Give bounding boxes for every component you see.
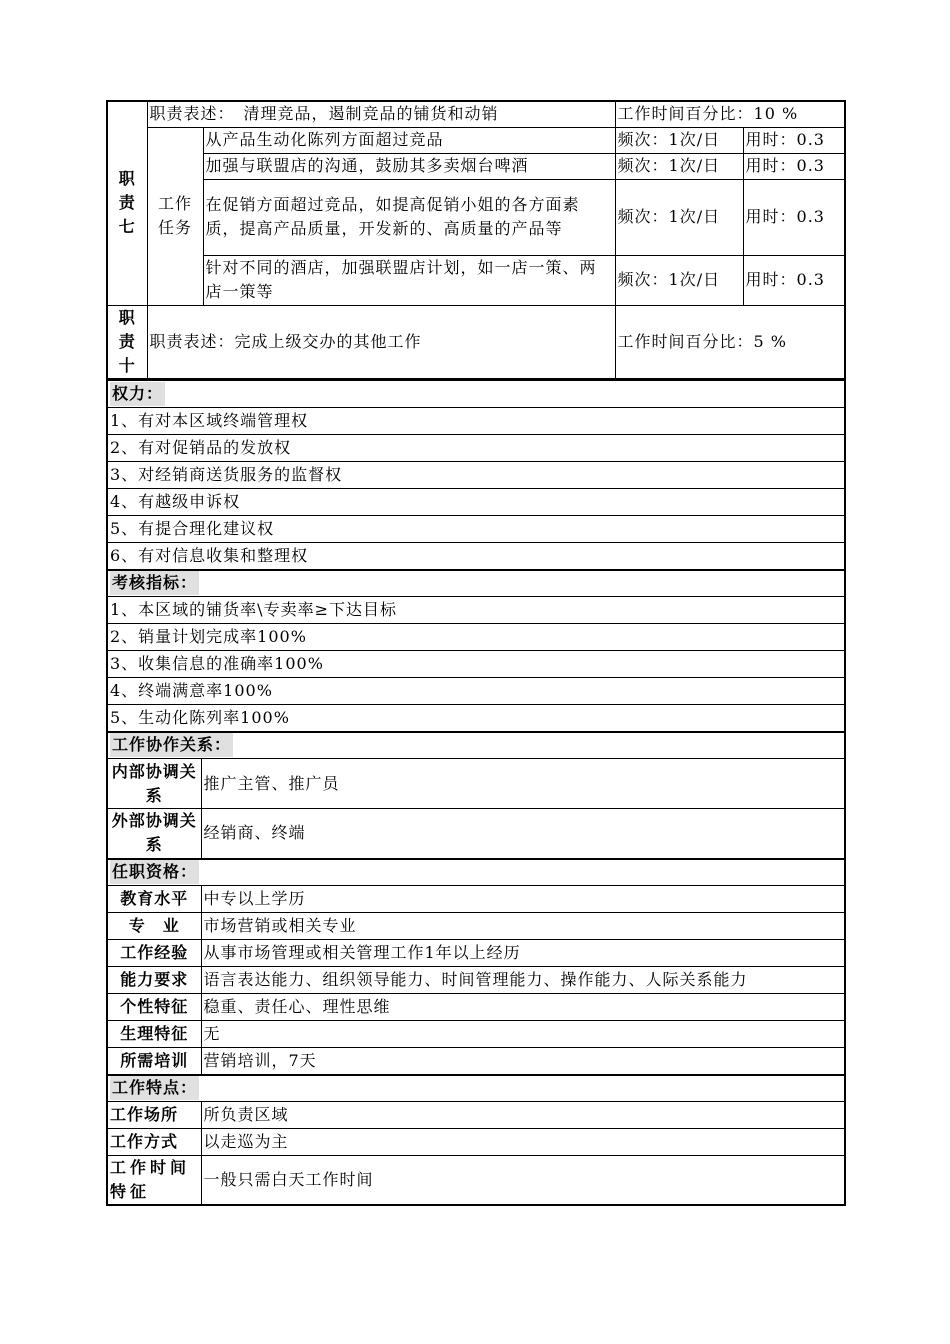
duty7-task-hours: 用时：0.3 [743,179,845,255]
duty7-task-hours: 用时：0.3 [743,127,845,153]
qualification-label: 所需培训 [107,1048,201,1075]
qualifications-heading: 任职资格： [107,859,845,886]
duty7-task-text: 从产品生动化陈列方面超过竞品 [203,127,615,153]
duty7-description: 职责表述： 清理竞品，遏制竞品的铺货和动销 [147,101,615,127]
qualification-label: 能力要求 [107,967,201,994]
duty7-task-text: 加强与联盟店的沟通，鼓励其多卖烟台啤酒 [203,153,615,179]
duty7-time-percent: 工作时间百分比：10 % [615,101,845,127]
feature-value: 一般只需白天工作时间 [201,1156,845,1206]
qualification-value: 无 [201,1021,845,1048]
duty10-description: 职责表述：完成上级交办的其他工作 [147,305,615,379]
qualification-label: 个性特征 [107,994,201,1021]
relation-value: 经销商、终端 [201,809,845,859]
duty7-task-text: 针对不同的酒店，加强联盟店计划，如一店一策、两店一策等 [203,255,615,305]
feature-label: 工作时间特征 [107,1156,201,1206]
duty10-time-percent: 工作时间百分比：5 % [615,305,845,379]
authority-item: 6、有对信息收集和整理权 [107,543,845,570]
qualification-value: 从事市场管理或相关管理工作1年以上经历 [201,940,845,967]
duty7-task-freq: 频次：1次/日 [615,179,743,255]
duty7-task-hours: 用时：0.3 [743,255,845,305]
qualification-value: 语言表达能力、组织领导能力、时间管理能力、操作能力、人际关系能力 [201,967,845,994]
authority-item: 3、对经销商送货服务的监督权 [107,462,845,489]
features-heading: 工作特点： [107,1075,845,1102]
authority-item: 4、有越级申诉权 [107,489,845,516]
feature-value: 所负责区域 [201,1102,845,1129]
duty7-task-freq: 频次：1次/日 [615,153,743,179]
details-table [106,380,846,1206]
qualification-label: 教育水平 [107,886,201,913]
duty7-title: 职责七 [107,101,147,305]
relation-value: 推广主管、推广员 [201,759,845,809]
duty7-task-freq: 频次：1次/日 [615,255,743,305]
feature-label: 工作场所 [107,1102,201,1129]
authority-item: 2、有对促销品的发放权 [107,435,845,462]
authority-heading: 权力： [107,381,845,408]
kpi-item: 2、销量计划完成率100% [107,624,845,651]
duty-table [106,100,846,380]
relation-label: 外部协调关系 [107,809,201,859]
qualification-label: 工作经验 [107,940,201,967]
kpi-item: 5、生动化陈列率100% [107,705,845,732]
kpi-item: 3、收集信息的准确率100% [107,651,845,678]
job-description-page [106,100,844,1206]
duty7-task-text: 在促销方面超过竞品，如提高促销小姐的各方面素质，提高产品质量，开发新的、高质量的产品等 [203,179,615,255]
authority-item: 5、有提合理化建议权 [107,516,845,543]
relations-heading: 工作协作关系： [107,732,845,759]
authority-item: 1、有对本区域终端管理权 [107,408,845,435]
qualification-value: 稳重、责任心、理性思维 [201,994,845,1021]
duty7-task-hours: 用时：0.3 [743,153,845,179]
relation-label: 内部协调关系 [107,759,201,809]
qualification-label: 专 业 [107,913,201,940]
duty7-task-label: 工作任务 [147,127,203,305]
feature-label: 工作方式 [107,1129,201,1156]
duty7-task-freq: 频次：1次/日 [615,127,743,153]
kpi-item: 1、本区域的铺货率\专卖率≥下达目标 [107,597,845,624]
qualification-label: 生理特征 [107,1021,201,1048]
kpi-item: 4、终端满意率100% [107,678,845,705]
kpi-heading: 考核指标： [107,570,845,597]
feature-value: 以走巡为主 [201,1129,845,1156]
qualification-value: 营销培训，7天 [201,1048,845,1075]
duty10-title: 职责十 [107,305,147,379]
qualification-value: 市场营销或相关专业 [201,913,845,940]
qualification-value: 中专以上学历 [201,886,845,913]
